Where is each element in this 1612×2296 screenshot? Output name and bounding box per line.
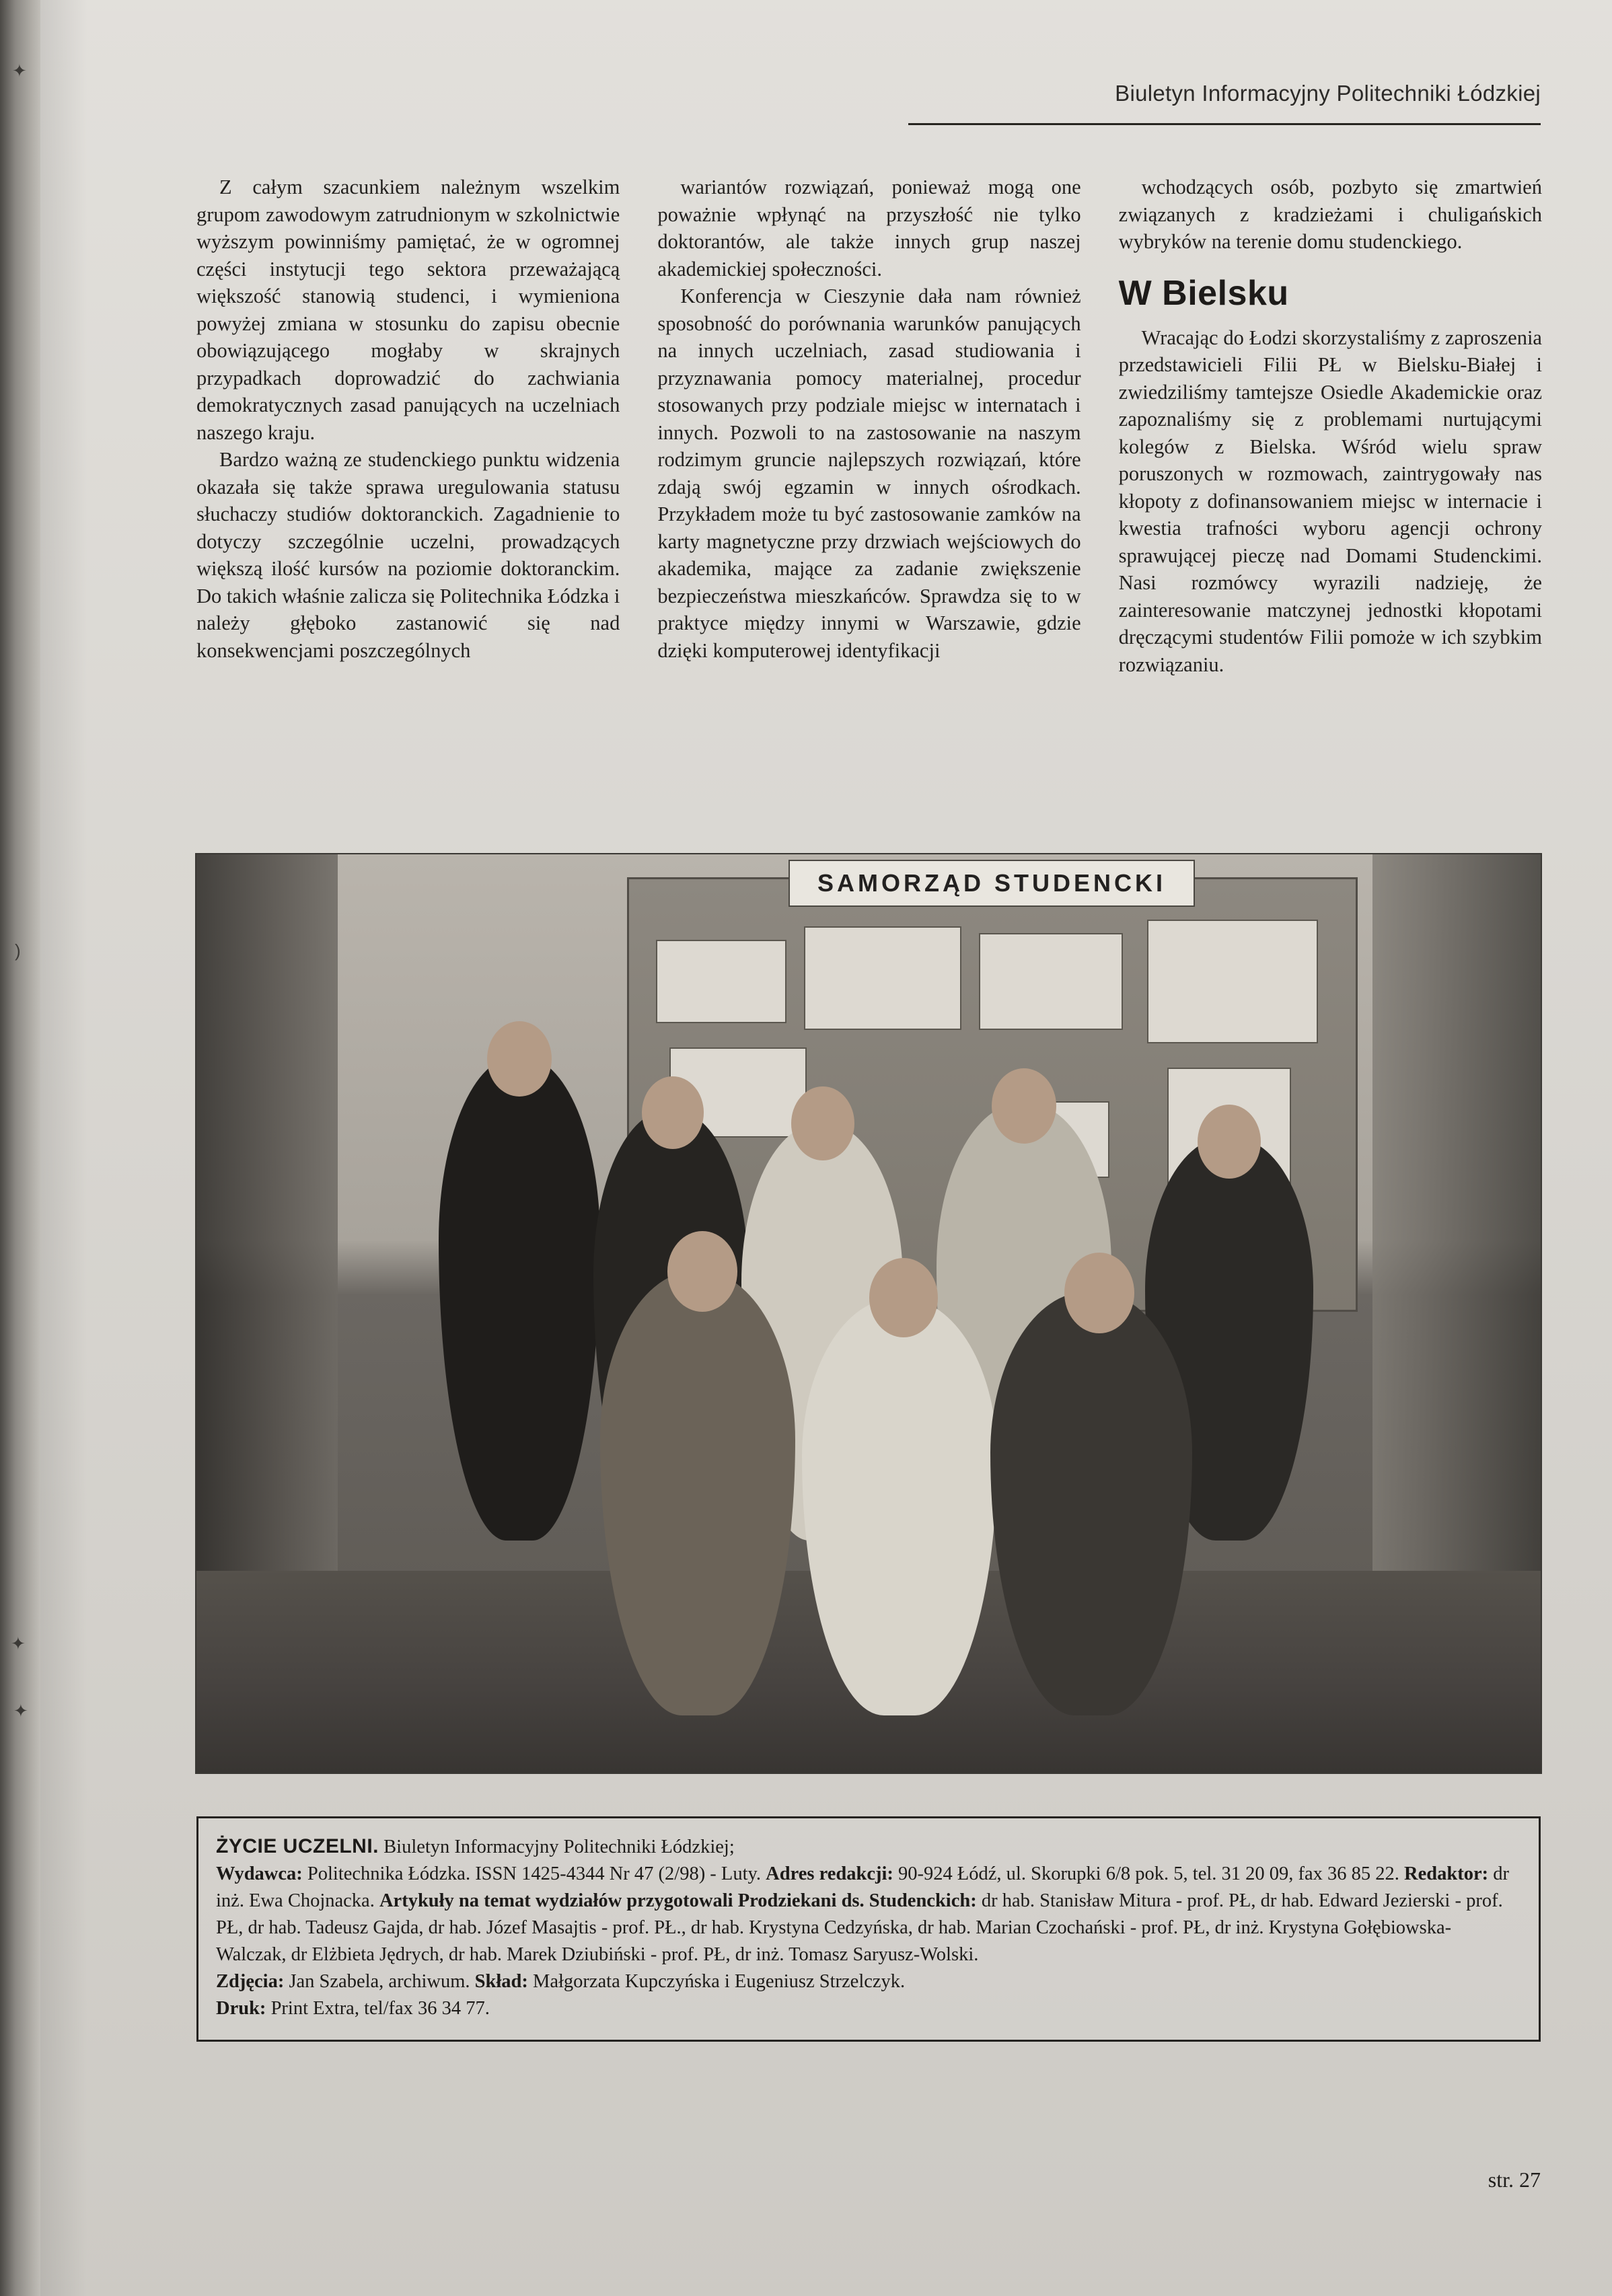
samorzad-banner: SAMORZĄD STUDENCKI [789, 860, 1195, 907]
article-photo [196, 854, 1541, 1773]
photos-value: Jan Szabela, archiwum. [284, 1971, 475, 1992]
typesetting-value: Małgorzata Kupczyńska i Eugeniusz Strzelczyk. [527, 1971, 906, 1992]
masthead-title: Biuletyn Informacyjny Politechniki Łódzkiej [1115, 81, 1541, 106]
edge-mark-3: ✦ [11, 1633, 26, 1654]
page-number: str. 27 [1488, 2168, 1541, 2192]
edge-mark-1: ✦ [12, 61, 27, 81]
person-head [667, 1231, 737, 1312]
paragraph: wariantów rozwiązań, ponieważ mogą one poważnie wpłynąć na przyszłość nie tylko doktorantów, ale także innych grup naszej akademickiej społeczności. [657, 176, 1081, 281]
address-label: Adres redakcji: [766, 1863, 893, 1884]
colophon-line-2 [216, 1861, 1521, 1968]
person-head [487, 1021, 552, 1097]
print-value: Print Extra, tel/fax 36 34 77. [266, 1998, 490, 2019]
articles-label: Artykuły na temat wydziałów przygotowali Prodziekani ds. Studenckich: [379, 1890, 977, 1911]
person-head [992, 1068, 1056, 1144]
paper-sheet [40, 0, 1612, 2296]
person-head [1198, 1105, 1261, 1179]
colophon-line-3 [216, 1968, 1521, 1995]
page-binding-edge [0, 0, 44, 2296]
column-2 [657, 174, 1080, 678]
notice-sheet [804, 926, 961, 1030]
edge-mark-4: ✦ [13, 1701, 28, 1721]
article-columns [196, 174, 1542, 678]
address-value: 90-924 Łódź, ul. Skorupki 6/8 pok. 5, tel. 31 20 09, fax 36 85 22. [893, 1863, 1405, 1884]
edge-mark-2: ) [15, 940, 21, 961]
section-heading: W Bielsku [1118, 273, 1289, 313]
person-figure [990, 1292, 1192, 1715]
print-label: Druk: [216, 1998, 266, 2019]
typesetting-label: Skład: [474, 1971, 528, 1992]
notice-sheet [656, 940, 786, 1023]
column-3 [1119, 174, 1542, 678]
column-1 [196, 174, 620, 678]
paragraph: Z całym szacunkiem należnym wszelkim grupom zawodowym zatrudnionym w szkolnictwie wyższym powinniśmy pamiętać, że w ogromnej części instytucji tego sektora przeważającą większość stanowią studenci, i wymieniona powyżej zmiana w stosunku do zapisu obecnie obowiązującego mogłaby w skrajnych przypadkach doprowadzić do zachwiania demokratycznych zasad panujących na uczelniach naszego kraju. [196, 176, 620, 444]
photos-label: Zdjęcia: [216, 1971, 285, 1992]
person-head [1064, 1253, 1134, 1333]
person-head [791, 1086, 854, 1160]
masthead-rule [908, 123, 1541, 125]
person-figure [802, 1298, 997, 1715]
person-figure [600, 1271, 795, 1715]
paragraph: wchodzących osób, pozbyto się zmartwień związanych z kradzieżami i chuligańskich wybryków na terenie domu studenckiego. [1118, 176, 1542, 253]
colophon-subtitle: Biuletyn Informacyjny Politechniki Łódzkiej; [379, 1837, 735, 1857]
editor-label: Redaktor: [1404, 1863, 1489, 1884]
colophon-line-1 [216, 1833, 1521, 1861]
paragraph: Wracając do Łodzi skorzystaliśmy z zaproszenia przedstawicieli Filii PŁ w Bielsku-Białej i zwiedziliśmy tamtejsze Osiedle Akademickie oraz zapoznaliśmy się z problemami nurtującymi kolegów z Bielska. Wśród wielu spraw poruszonych w rozmowach, zaintrygowały nas kłopoty z dofinansowaniem miejsc w internacie i kwestia trafności wyboru agencji ochrony sprawującej pieczę nad Domami Studenckimi. Nasi rozmówcy wyrazili nadzieję, że zainteresowanie matczynej jednostki kłopotami dręczącymi studentów Filii pomoże w ich szybkim rozwiązaniu. [1118, 326, 1542, 676]
colophon-box [196, 1816, 1541, 2042]
colophon-title: ŻYCIE UCZELNI. [216, 1835, 379, 1857]
notice-sheet [1147, 920, 1318, 1043]
person-head [642, 1076, 704, 1149]
notice-sheet [979, 933, 1123, 1030]
paragraph: Konferencja w Cieszynie dała nam również sposobność do porównania warunków panujących na innych uczelniach, zasad studiowania i przyznawania pomocy materialnej, procedur stosowanych przy podziale miejsc w internatach i innych. Pozwoli to na zastosowanie na naszym rodzimym gruncie najlepszych rozwiązań, które zdają swój egzamin w innych ośrodkach. Przykładem może tu być zastosowanie zamków na karty magnetyczne przy drzwiach wejściowych do akademika, mające za zadanie zwiększenie bezpieczeństwa mieszkańców. Sprawdza się to w praktyce między innymi w Warszawie, gdzie dzięki komputerowej identyfikacji [657, 285, 1081, 662]
editor-value: dr inż. Ewa Chojnacka. [216, 1863, 1509, 1911]
person-head [869, 1258, 938, 1337]
person-figure [439, 1056, 600, 1541]
publisher-value: Politechnika Łódzka. ISSN 1425-4344 Nr 47 (2/98) - Luty. [302, 1863, 766, 1884]
paragraph: Bardzo ważną ze studenckiego punktu widzenia okazała się także sprawa uregulowania statusu słuchaczy studiów doktoranckich. Zagadnienie to dotyczy szczególnie uczelni, prowadzących większą ilość kursów na poziomie doktoranckim. Do takich właśnie zalicza się Politechnika Łódzka i należy głęboko zastanowić się nad konsekwencjami poszczególnych [196, 448, 620, 662]
publisher-label: Wydawca: [216, 1863, 303, 1884]
colophon-line-4 [216, 1995, 1521, 2022]
articles-value: dr hab. Stanisław Mitura - prof. PŁ, dr hab. Edward Jezierski - prof. PŁ, dr hab. Tadeusz Gajda, dr hab. Józef Masajtis - prof. PŁ., dr hab. Krystyna Cedzyńska, dr hab. Marian Czochański - prof. PŁ, dr inż. Krystyna Gołębiowska-Walczak, dr Elżbieta Jędrych, dr hab. Marek Dziubiński - prof. PŁ, dr inż. Tomasz Saryusz-Wolski. [216, 1890, 1503, 1965]
